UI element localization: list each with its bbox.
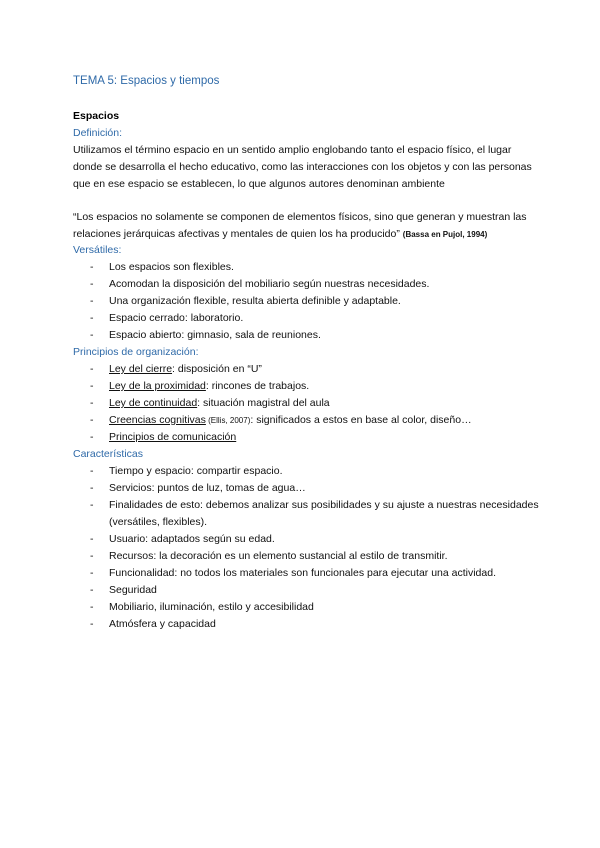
caracteristicas-label: Características xyxy=(73,448,144,460)
principios-label: Principios de organización: xyxy=(73,346,199,358)
quote-text: “Los espacios no solamente se componen de elementos físicos, sino que generan y muestran las relaciones jerárquicas afectivas y mentales de quien los ha producido” xyxy=(73,211,527,240)
list-item: - Recursos: la decoración es un elemento sustancial al estilo de transmitir. xyxy=(73,548,543,565)
principle-term: Creencias cognitivas xyxy=(109,414,206,426)
principle-description: : situación magistral del aula xyxy=(197,397,330,409)
list-item: - Funcionalidad: no todos los materiales son funcionales para ejecutar una actividad. xyxy=(73,565,543,582)
list-item: - Mobiliario, iluminación, estilo y accesibilidad xyxy=(73,599,543,616)
list-item xyxy=(73,378,543,395)
principle-term: Ley de la proximidad xyxy=(109,380,206,392)
list-item: - Finalidades de esto: debemos analizar sus posibilidades y su ajuste a nuestras necesidades (versátiles, flexibles). xyxy=(73,497,543,531)
caracteristicas-list xyxy=(73,463,543,633)
list-item xyxy=(73,395,543,412)
principle-description: : disposición en “U” xyxy=(172,363,262,375)
list-item: - Una organización flexible, resulta abierta definible y adaptable. xyxy=(73,293,543,310)
list-item: - Los espacios son flexibles. xyxy=(73,259,543,276)
list-item: - Acomodan la disposición del mobiliario según nuestras necesidades. xyxy=(73,276,543,293)
principle-term: Ley de continuidad xyxy=(109,397,198,409)
principle-description: : significados a estos en base al color, diseño… xyxy=(250,414,472,426)
principle-citation: (Ellis, 2007) xyxy=(205,416,251,425)
list-item: - Tiempo y espacio: compartir espacio. xyxy=(73,463,543,480)
espacios-section xyxy=(73,108,543,193)
quote-citation: (Bassa en Pujol, 1994) xyxy=(402,230,488,239)
quote xyxy=(73,209,549,243)
versatiles-section xyxy=(73,242,543,344)
definicion-text: Utilizamos el término espacio en un sentido amplio englobando tanto el espacio físico, el lugar donde se desarrolla el hecho educativo, como las interacciones con los objetos y con las personas que en ese espacio se establecen, lo que algunos autores denominan ambiente xyxy=(73,144,532,190)
list-item xyxy=(73,361,543,378)
espacios-heading: Espacios xyxy=(73,110,120,122)
versatiles-list xyxy=(73,259,543,344)
principle-term: Principios de comunicación xyxy=(109,431,237,443)
list-item: - Espacio abierto: gimnasio, sala de reuniones. xyxy=(73,327,543,344)
principios-section xyxy=(73,344,543,446)
principle-term: Ley del cierre xyxy=(109,363,173,375)
page-title: TEMA 5: Espacios y tiempos xyxy=(73,75,220,87)
list-item: - Atmósfera y capacidad xyxy=(73,616,543,633)
list-item: - Seguridad xyxy=(73,582,543,599)
list-item: - Usuario: adaptados según su edad. xyxy=(73,531,543,548)
list-item: - Espacio cerrado: laboratorio. xyxy=(73,310,543,327)
quote-block xyxy=(73,209,549,243)
definicion-label: Definición: xyxy=(73,127,123,139)
caracteristicas-section xyxy=(73,446,543,633)
list-item: - Servicios: puntos de luz, tomas de agua… xyxy=(73,480,543,497)
list-item xyxy=(73,429,543,446)
principle-description: : rincones de trabajos. xyxy=(205,380,310,392)
versatiles-label: Versátiles: xyxy=(73,244,122,256)
list-item xyxy=(73,412,543,429)
principios-list xyxy=(73,361,543,446)
